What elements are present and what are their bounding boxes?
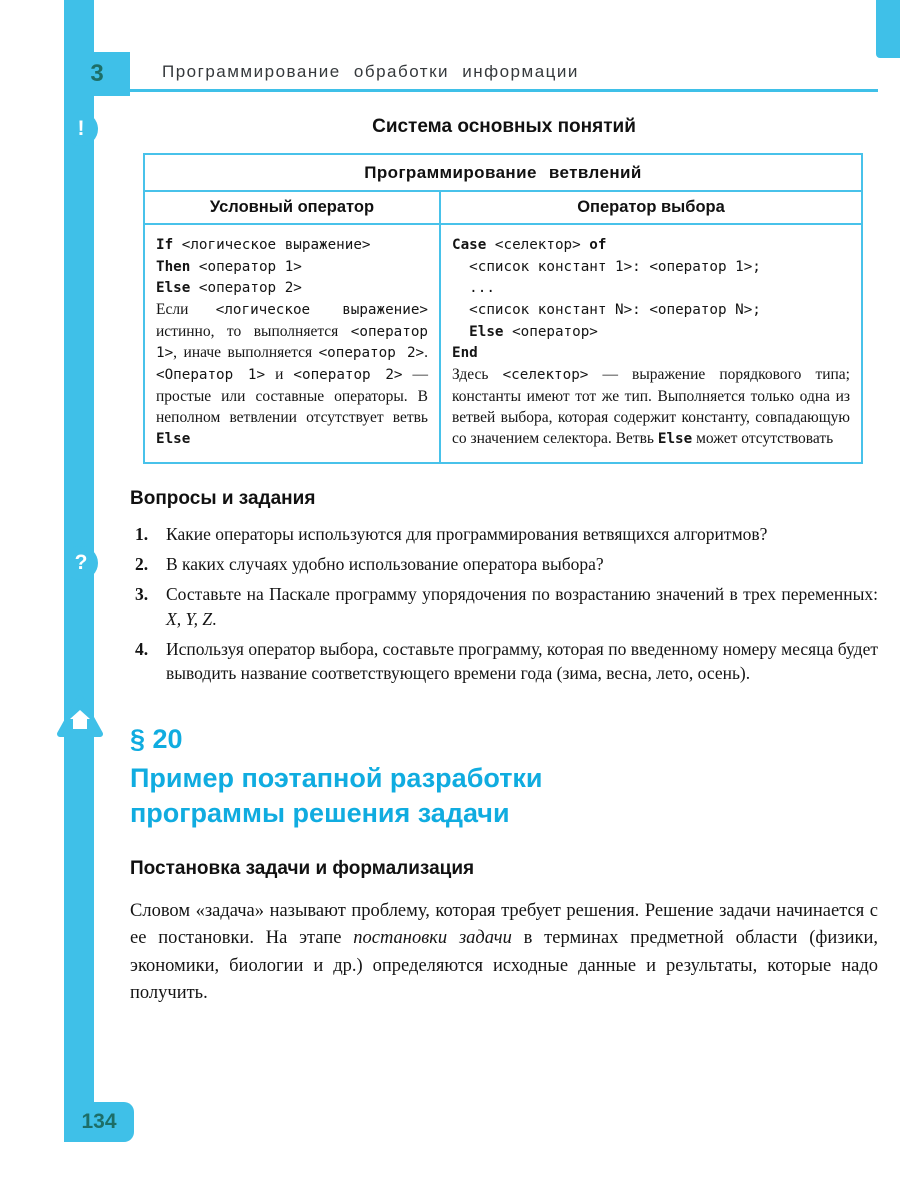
page-number-box [64, 1102, 134, 1142]
question-item-4 [130, 637, 878, 687]
top-right-corner-tab [876, 0, 900, 58]
chapter-number-box [64, 52, 130, 96]
column-header-conditional: Условный оператор [144, 191, 440, 224]
section-title-line-2: программы решения задачи [130, 797, 510, 828]
exclamation-glyph: ! [77, 117, 85, 140]
concepts-table [143, 153, 863, 464]
chapter-number: 3 [90, 60, 104, 87]
page-number: 134 [81, 1110, 117, 1133]
questions-list [130, 522, 878, 686]
question-icon [64, 546, 98, 580]
header-rule [130, 89, 878, 92]
important-icon [64, 112, 98, 146]
body-paragraph: Словом «задача» называют проблему, которая требует решения. Решение задачи начинается с ее постановки. На этапе постановки задачи в терминах предметной области (физики, экономики, биологии и др.) определяются исходные данные и результаты, которые надо получить. [130, 901, 878, 1003]
questions-title: Вопросы и задания [130, 488, 316, 510]
question-number: 1. [135, 524, 149, 545]
question-text: Какие операторы используются для программирования ветвящихся алгоритмов? [166, 524, 768, 545]
question-glyph: ? [74, 551, 88, 574]
running-header: Программирование обработки информации [162, 62, 579, 81]
section-number: § 20 [130, 724, 183, 755]
question-text: Используя оператор выбора, составьте программу, которая по введенному номеру месяца будет выводить название соответствующего времени года (зима, весна, лето, осень). [166, 638, 878, 684]
question-number: 3. [135, 583, 149, 604]
case-operator-cell: Case <селектор> of <список констант 1>: <оператор 1>; ... <список констант N>: <оператор N>; Else <оператор> End Здесь <селектор> — выражение порядкового типа; константы имеют тот же тип. Выполняется только одна из ветвей выбора, которая содержит константу, совпадающую со значением селектора. Ветвь Else может отсутствовать [440, 224, 862, 463]
question-text: Составьте на Паскале программу упорядочения по возрастанию значений в трех переменных: X, Y, Z. [166, 583, 878, 629]
subsection-title: Постановка задачи и формализация [130, 858, 475, 880]
question-item-3 [130, 582, 878, 632]
question-number: 4. [135, 638, 149, 659]
question-item-1 [130, 522, 878, 547]
section-heading [130, 724, 878, 830]
question-item-2 [130, 552, 878, 577]
main-content [130, 104, 878, 1007]
question-number: 2. [135, 553, 149, 574]
question-text: В каких случаях удобно использование оператора выбора? [166, 553, 604, 574]
section-title-line-1: Пример поэтапной разработки [130, 763, 543, 794]
home-icon-svg [56, 694, 104, 738]
concepts-title: Система основных понятий [372, 116, 636, 137]
conditional-operator-cell: If <логическое выражение> Then <оператор 1> Else <оператор 2> Если <логическое выражение> истинно, то выполняется <оператор 1>, иначе выполняется <оператор 2>. <Оператор 1> и <оператор 2> — простые или составные операторы. В неполном ветвлении отсутствует ветвь Else [144, 224, 440, 463]
column-header-case: Оператор выбора [440, 191, 862, 224]
table-title: Программирование ветвлений [144, 154, 862, 191]
home-icon [56, 694, 104, 743]
